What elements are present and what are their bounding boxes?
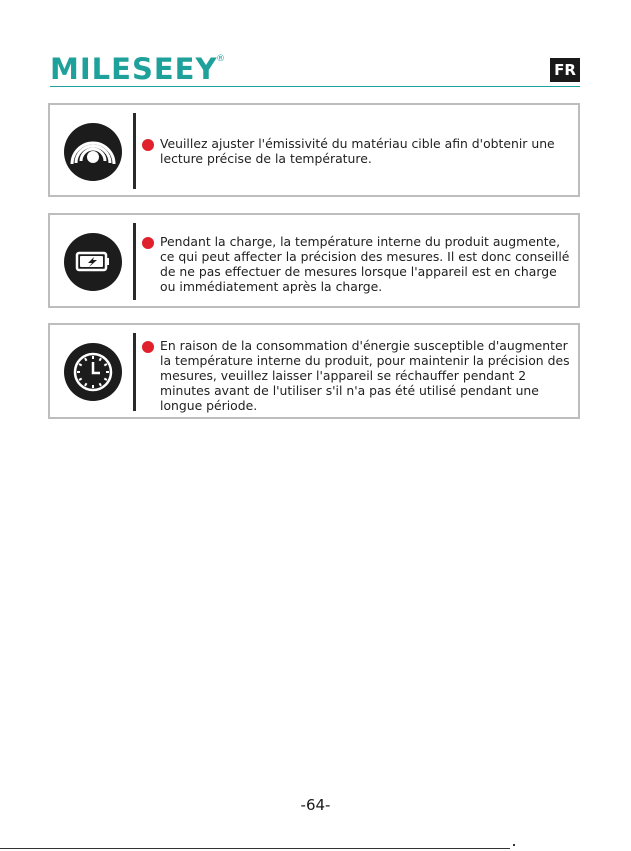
brand-logo: MILESEEY [50, 52, 218, 86]
battery-charging-icon [64, 233, 122, 291]
notice-divider [133, 333, 136, 411]
notice-emissivity [48, 103, 580, 197]
notice-text: Veuillez ajuster l'émissivité du matériau cible afin d'obtenir une lecture précise de la température. [160, 136, 555, 166]
page-header [50, 52, 580, 88]
footer-rule [0, 848, 510, 849]
notice-text: En raison de la consommation d'énergie susceptible d'augmenter la température interne du produit, pour maintenir la précision des mesures, veuillez laisser l'appareil se réchauffer pendant 2 minutes avant de l'utiliser s'il n'a pas été utilisé pendant une longue période. [160, 338, 570, 413]
notice-charging [48, 213, 580, 308]
alert-dot [142, 139, 154, 151]
clock-icon [64, 343, 122, 401]
alert-dot [142, 341, 154, 353]
alert-dot [142, 237, 154, 249]
notice-warmup [48, 323, 580, 419]
registered-mark: ® [216, 54, 225, 64]
notice-divider [133, 223, 136, 300]
notice-divider [133, 113, 136, 189]
emissivity-icon [64, 123, 122, 181]
page-number: -64- [300, 796, 331, 814]
notice-text: Pendant la charge, la température interne du produit augmente, ce qui peut affecter la précision des mesures. Il est donc conseillé de ne pas effectuer de mesures lorsque l'appareil est en charge ou immédiatement après la charge. [160, 234, 570, 294]
language-badge: FR [550, 58, 580, 82]
header-rule [50, 86, 580, 87]
footer-mark [513, 844, 515, 846]
